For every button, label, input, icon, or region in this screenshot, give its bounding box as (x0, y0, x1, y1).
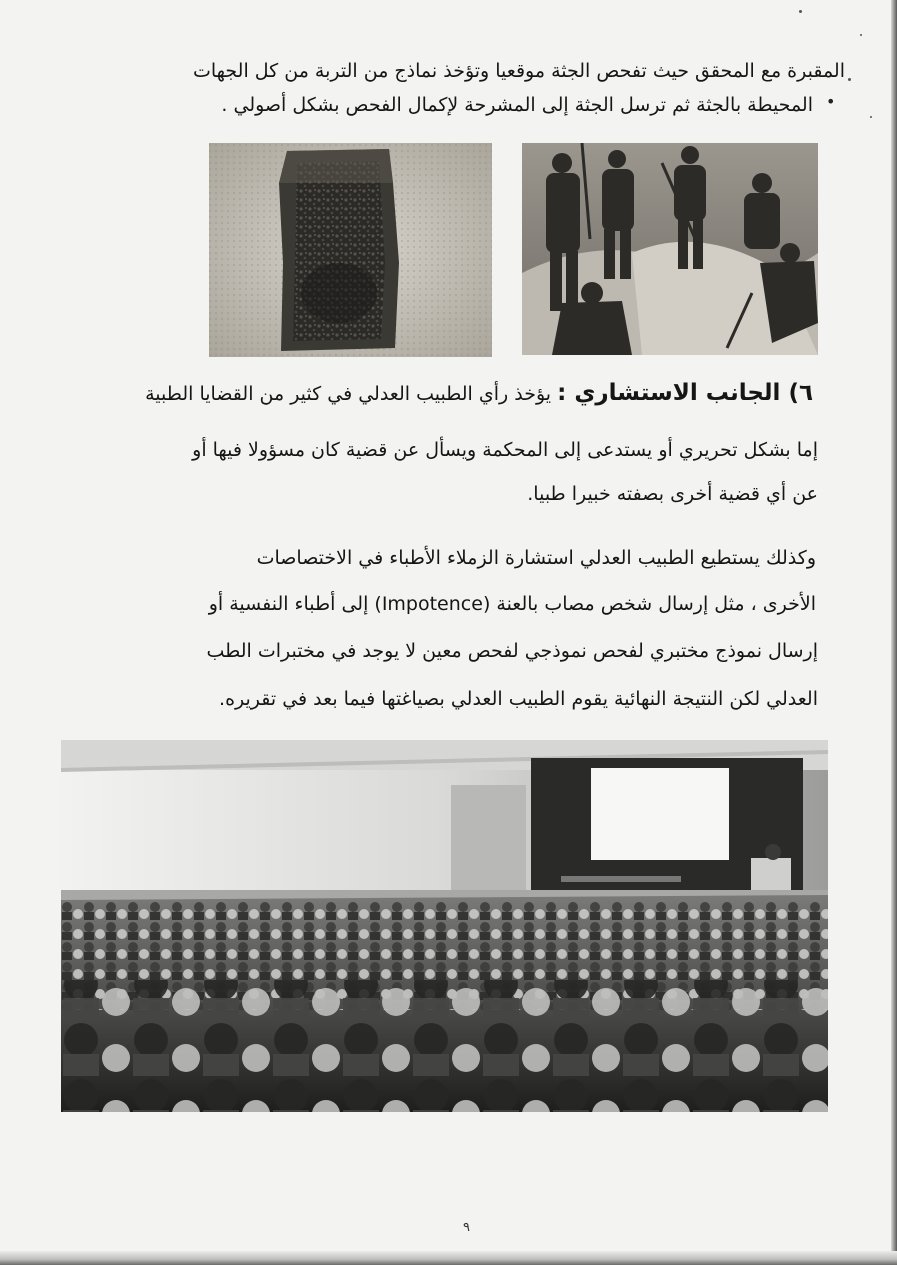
section6-line3: عن أي قضية أخرى بصفته خبيرا طبيا. (527, 483, 818, 505)
section6-line1 (93, 378, 813, 409)
page-number: ٩ (463, 1220, 470, 1235)
section6-line2: إما بشكل تحريري أو يستدعى إلى المحكمة ويسأل عن قضية كان مسؤولا فيها أو (192, 439, 818, 461)
excavation-team-photo (522, 143, 818, 355)
paragraph3-line3: إرسال نموذج مختبري لفحص نموذجي لفحص معين لا يوجد في مختبرات الطب (206, 640, 818, 662)
paragraph3-line1: وكذلك يستطيع الطبيب العدلي استشارة الزملاء الأطباء في الاختصاصات (256, 547, 816, 569)
section6-heading: ٦) الجانب الاستشاري : (557, 380, 813, 406)
section6-line1-text: يؤخذ رأي الطبيب العدلي في كثير من القضايا الطبية (145, 383, 552, 405)
scan-speck (799, 10, 802, 13)
paragraph3-line2: الأخرى ، مثل إرسال شخص مصاب بالعنة (Impotence) إلى أطباء النفسية أو (208, 593, 816, 615)
scan-speck (860, 34, 862, 36)
margin-dot-mark (848, 78, 851, 81)
scan-speck (870, 116, 872, 118)
grave-pit-photo (209, 143, 492, 357)
page-edge-shadow-bottom (0, 1251, 897, 1265)
bullet-icon: • (826, 92, 836, 111)
paragraph3-line4: العدلي لكن النتيجة النهائية يقوم الطبيب العدلي بصياغتها فيما بعد في تقريره. (219, 688, 818, 710)
paragraph1-line1: المقبرة مع المحقق حيث تفحص الجثة موقعيا وتؤخذ نماذج من التربة من كل الجهات (192, 60, 845, 82)
paragraph1-line2: المحيطة بالجثة ثم ترسل الجثة إلى المشرحة لإكمال الفحص بشكل أصولي . (221, 94, 813, 116)
page-edge-shadow-right (891, 0, 897, 1265)
lecture-hall-photo (61, 740, 828, 1112)
